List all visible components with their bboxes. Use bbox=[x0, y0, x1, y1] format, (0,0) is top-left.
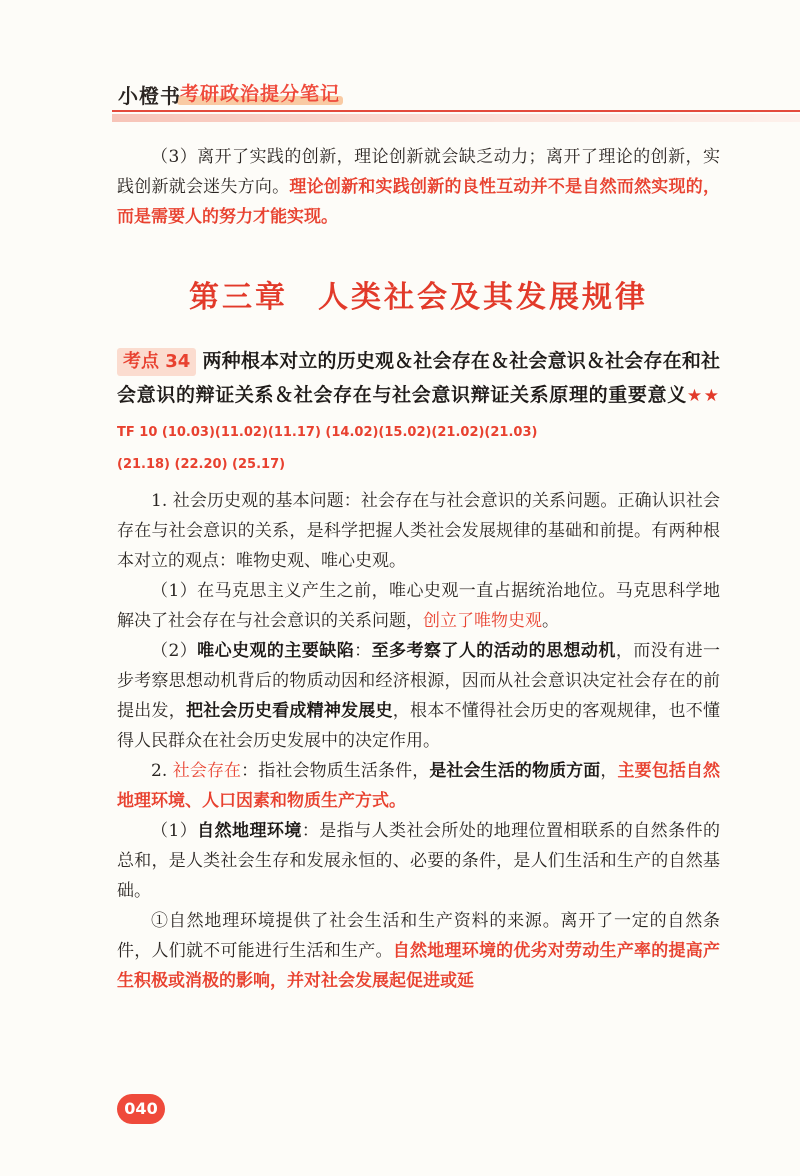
paragraph-6 bbox=[117, 906, 720, 996]
p2-text: （1）在马克思主义产生之前，唯心史观一直占据统治地位。马克思科学地解决了社会存在与社会意识的关系问题， bbox=[117, 581, 720, 631]
chapter-title bbox=[117, 278, 720, 318]
p3-bold-2: 至多考察了人的活动的思想动机 bbox=[371, 641, 616, 661]
star-rating: ★★ bbox=[686, 386, 720, 406]
p2-end: 。 bbox=[542, 611, 559, 631]
brand-name: 小橙书 bbox=[118, 84, 181, 108]
p4-bold: 是社会生活的物质方面 bbox=[429, 761, 601, 781]
p3-colon: ： bbox=[354, 641, 372, 661]
p6-text: ①自然地理环境提供了社会生活和生产资料的来源。离开了一定的自然条件，人们就不可能进行生活和生产。 bbox=[117, 911, 720, 961]
p4-comma: ， bbox=[600, 761, 618, 781]
exam-codes-line2: (21.18) (22.20) (25.17) bbox=[117, 457, 286, 472]
p5-term: 自然地理环境 bbox=[197, 821, 302, 841]
header-rule bbox=[112, 110, 800, 112]
page-header bbox=[0, 74, 800, 126]
p3-text-1: ，而没有进一步考察思想动机背后的物质动因和经济根源，因而从社会意识决定社会存在的前提出发， bbox=[117, 641, 721, 721]
chapter-number: 第三章 bbox=[189, 280, 288, 315]
p5-prefix: （1） bbox=[151, 821, 198, 841]
paragraph-5 bbox=[117, 816, 720, 906]
p3-bold-3: 把社会历史看成精神发展史 bbox=[185, 701, 393, 721]
p2-highlight: 创立了唯物史观 bbox=[423, 611, 542, 631]
p3-text-2: ，根本不懂得社会历史的客观规律，也不懂得人民群众在社会历史发展中的决定作用。 bbox=[117, 701, 721, 751]
p4-term: 社会存在 bbox=[172, 761, 242, 781]
p4-prefix: 2. bbox=[151, 761, 173, 781]
intro-paragraph bbox=[117, 142, 720, 232]
p6-highlight: 自然地理环境的优劣对劳动生产率的提高产生积极或消极的影响，并对社会发展起促进或延 bbox=[117, 941, 721, 991]
page-number-badge: 040 bbox=[117, 1094, 165, 1124]
p4-highlight: 主要包括自然地理环境、人口因素和物质生产方式。 bbox=[117, 761, 721, 811]
page-content bbox=[117, 142, 720, 996]
kaodian-tag: 考点 34 bbox=[117, 348, 196, 376]
paragraph-1: 1. 社会历史观的基本问题：社会存在与社会意识的关系问题。正确认识社会存在与社会意识的关系，是科学把握人类社会发展规律的基础和前提。有两种根本对立的观点：唯物史观、唯心史观。 bbox=[117, 491, 720, 571]
paragraph-2 bbox=[117, 576, 720, 636]
subtitle-text: 考研政治提分笔记 bbox=[180, 83, 341, 105]
paragraph-4 bbox=[117, 756, 720, 816]
p4-text-1: ：指社会物质生活条件， bbox=[241, 761, 430, 781]
exam-codes-line1: TF 10 (10.03)(11.02)(11.17) (14.02)(15.02)(21.02)(21.03) bbox=[117, 425, 538, 440]
p5-text: ：是指与人类社会所处的地理位置相联系的自然条件的总和，是人类社会生存和发展永恒的、必要的条件，是人们生活和生产的自然基础。 bbox=[117, 821, 721, 901]
intro-highlight: 理论创新和实践创新的良性互动并不是自然而然实现的，而是需要人的努力才能实现。 bbox=[117, 177, 721, 227]
intro-text: （3）离开了实践的创新，理论创新就会缺乏动力；离开了理论的创新，实践创新就会迷失方向。 bbox=[117, 147, 720, 197]
p3-prefix: （2） bbox=[151, 641, 198, 661]
chapter-name: 人类社会及其发展规律 bbox=[318, 280, 648, 315]
kaodian-heading bbox=[117, 344, 720, 450]
kaodian-title: 两种根本对立的历史观＆社会存在＆社会意识＆社会存在和社会意识的辩证关系＆社会存在与社会意识辩证关系原理的重要意义 bbox=[117, 350, 720, 406]
header-band bbox=[112, 114, 800, 122]
p3-bold-1: 唯心史观的主要缺陷 bbox=[197, 641, 355, 661]
book-subtitle bbox=[180, 79, 340, 106]
paragraph-3 bbox=[117, 636, 720, 756]
